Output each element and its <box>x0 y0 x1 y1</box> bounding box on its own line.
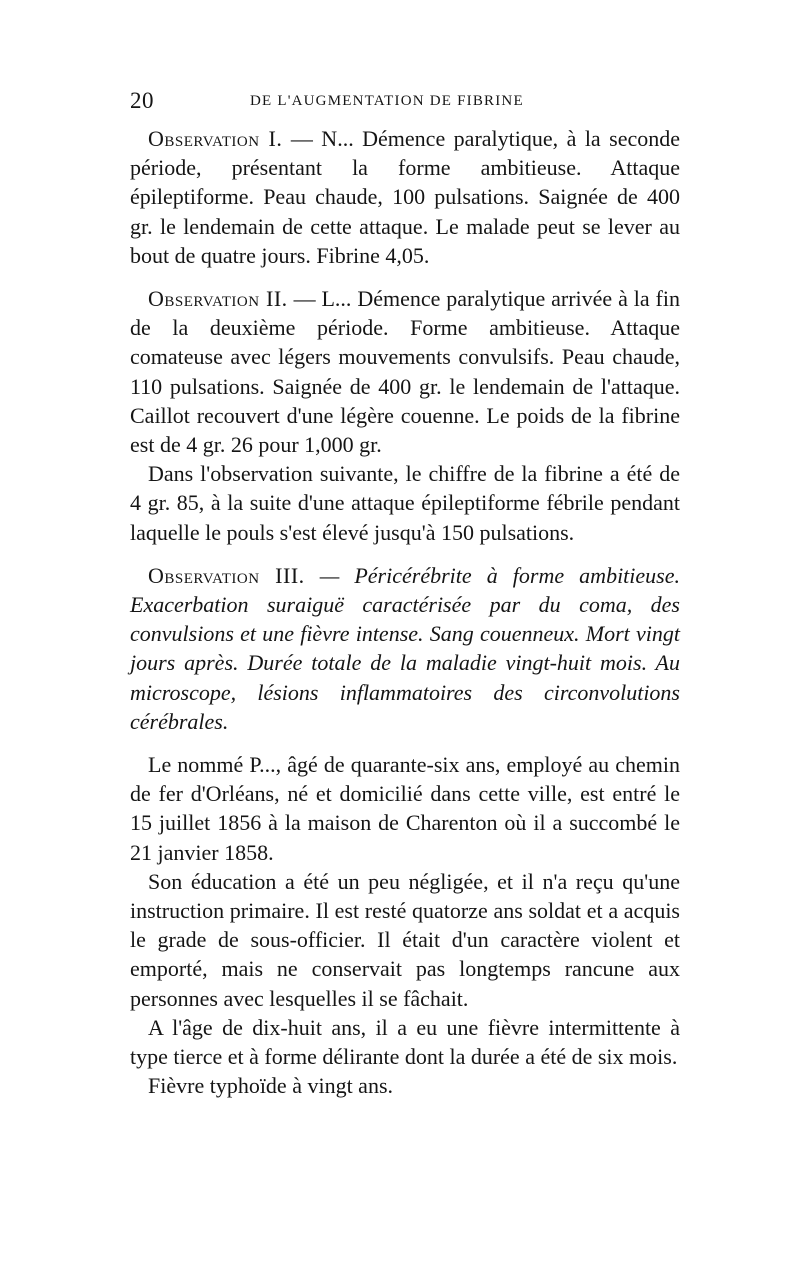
page-header <box>130 88 680 118</box>
observation-3-label: Observation III. <box>148 562 305 588</box>
transition-paragraph: Dans l'observation suivante, le chiffre de la fibrine a été de 4 gr. 85, à la suite d'une attaque épileptiforme fébrile pendant laquelle le pouls s'est élevé jusqu'à 150 pulsations. <box>130 461 680 545</box>
case-paragraph-4: Fièvre typhoïde à vingt ans. <box>148 1073 394 1099</box>
page-body <box>130 124 680 1101</box>
page-number: 20 <box>130 88 154 113</box>
observation-2-label: Observation II. <box>148 286 288 312</box>
case-paragraph-3: A l'âge de dix-huit ans, il a eu une fièvre intermittente à type tierce et à forme délirante dont la durée a été de six mois. <box>130 1014 680 1070</box>
observation-3 <box>130 561 680 736</box>
observation-3-summary: — Péricérébrite à forme ambitieuse. Exacerbation suraiguë caractérisée par du coma, des convulsions et une fièvre intense. Sang couenneux. Mort vingt jours après. Durée totale de la maladie vingt-huit mois. Au microscope, lésions inflammatoires des circonvolutions cérébrales. <box>130 562 680 734</box>
case-paragraph-2: Son éducation a été un peu négligée, et il n'a reçu qu'une instruction primaire. Il est resté quatorze ans soldat et a acquis le grade de sous-officier. Il était d'un caractère violent et emporté, mais ne conservait pas longtemps rancune aux personnes avec lesquelles il se fâchait. <box>130 868 680 1011</box>
observation-1 <box>130 124 680 270</box>
observation-1-label: Observation I. <box>148 126 283 151</box>
running-head: DE L'AUGMENTATION DE FIBRINE <box>250 93 524 109</box>
observation-2 <box>130 284 680 459</box>
case-paragraph-1: Le nommé P..., âgé de quarante-six ans, employé au chemin de fer d'Orléans, né et domicilié dans cette ville, est entré le 15 juillet 1856 à la maison de Charenton où il a succombé le 21 janvier 1858. <box>130 752 680 865</box>
observation-1-text: — N... Démence paralytique, à la seconde période, présentant la forme ambitieuse. Attaque épileptiforme. Peau chaude, 100 pulsations. Saignée de 400 gr. le lendemain de cette attaque. Le malade peut se lever au bout de quatre jours. Fibrine 4,05. <box>130 126 681 268</box>
observation-2-text: — L... Démence paralytique arrivée à la fin de la deuxième période. Forme ambitieuse. Attaque comateuse avec légers mouvements convulsifs. Peau chaude, 110 pulsations. Saignée de 400 gr. le lendemain de l'attaque. Caillot recouvert d'une légère couenne. Le poids de la fibrine est de 4 gr. 26 pour 1,000 gr. <box>130 286 680 458</box>
